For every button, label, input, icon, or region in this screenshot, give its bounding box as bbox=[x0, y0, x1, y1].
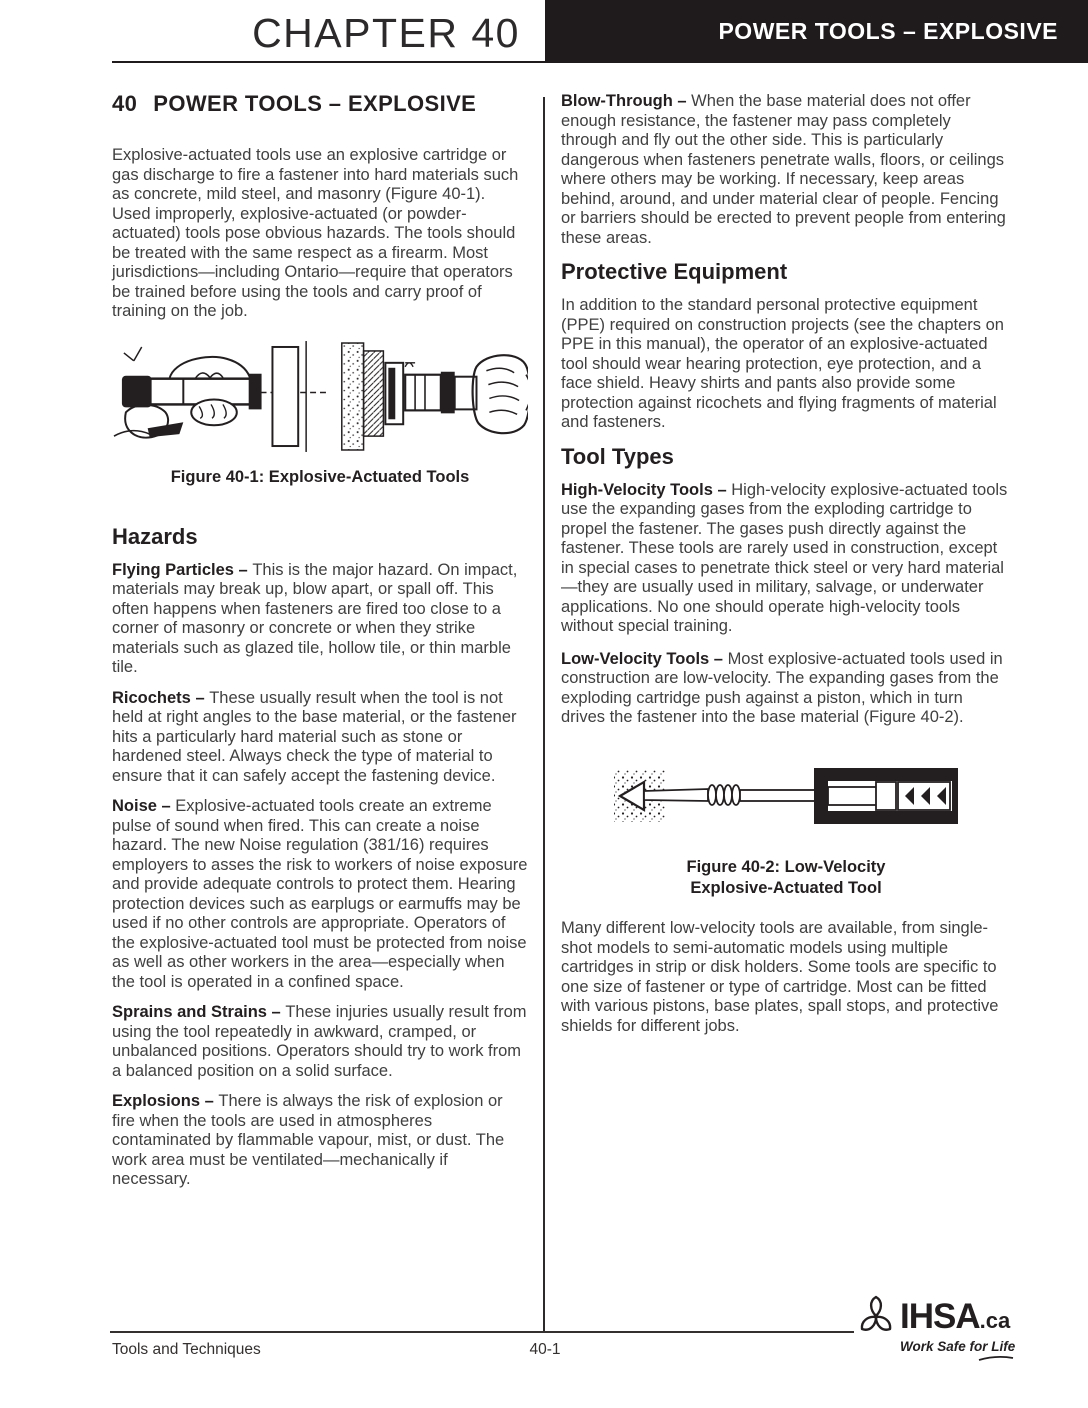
footer-section-name: Tools and Techniques bbox=[112, 1341, 261, 1358]
figure-40-2 bbox=[561, 766, 1011, 900]
tool-type-body: Most explosive-actuated tools used in construction are low-velocity. The expanding gases from the exploding cartridge push against a piston, which in turn drives the fastener into the base material (Figure 40-2). bbox=[561, 649, 1003, 726]
figure-40-2-illustration bbox=[612, 766, 960, 826]
section-title bbox=[112, 92, 528, 116]
tool-type-term: High-Velocity Tools – bbox=[561, 480, 732, 499]
protective-equipment-paragraph: In addition to the standard personal protective equipment (PPE) required on construction projects (see the chapters on PPE in this manual), the operator of an explosive-actuated tool should wear hearing protection, eye protection, and a face shield. Heavy shirts and pants also provide some protection against ricochets and flying fragments of material and fasteners. bbox=[561, 296, 1004, 431]
hazard-term: Noise – bbox=[112, 797, 176, 815]
figure-40-1-caption: Figure 40-1: Explosive-Actuated Tools bbox=[170, 468, 470, 486]
blow-through-paragraph bbox=[561, 92, 1011, 248]
hazard-sprains-strains bbox=[112, 1003, 528, 1081]
logo-tld: .ca bbox=[979, 1307, 1011, 1333]
protective-equipment-heading: Protective Equipment bbox=[561, 259, 788, 284]
chapter-title: CHAPTER 40 bbox=[252, 10, 520, 56]
hazard-body: Explosive-actuated tools create an extreme pulse of sound when fired. This can create a noise hazard. The new Noise regulation (381/16) requires employers to asses the risk to workers of noise exposure and provide adequate controls to protect them. Hearing protection devices such as earplugs or earmuffs may be used if no other controls are appropriate. Operators of the explosive-actuated tool must be protected from noise as well as other workers in the area—especially when the tool is operated in a confined space. bbox=[112, 797, 528, 991]
chapter-banner: POWER TOOLS – EXPLOSIVE bbox=[545, 0, 1088, 63]
low-velocity-paragraph bbox=[561, 650, 1011, 728]
tool-type-term: Low-Velocity Tools – bbox=[561, 649, 728, 668]
hazard-noise bbox=[112, 797, 528, 992]
section-number: 40 bbox=[112, 91, 138, 116]
closing-paragraph: Many different low-velocity tools are available, from single-shot models to semi-automatic models using multiple cartridges in strip or disk holders. Some tools are specific to one size of fastener or type of cartridge. Most can be fitted with various pistons, base plates, spall stops, and protective shields for different jobs. bbox=[561, 919, 999, 1035]
hazard-body: These injuries usually result from using the tool repeatedly in awkward, cramped, or unbalanced positions. Operators should try to work from a balanced position on a solid surface. bbox=[112, 1003, 527, 1080]
figure-40-1-illustration bbox=[112, 341, 528, 453]
hazard-term: Ricochets – bbox=[112, 688, 210, 707]
trillium-icon bbox=[856, 1294, 896, 1338]
hazards-heading: Hazards bbox=[112, 523, 198, 549]
hazard-explosions bbox=[112, 1092, 528, 1190]
hazard-ricochets bbox=[112, 689, 528, 787]
hazard-term: Explosions – bbox=[112, 1092, 219, 1110]
column-divider-rule bbox=[543, 97, 545, 1331]
tool-type-body: High-velocity explosive-actuated tools use the expanding gases from the exploding cartridge to propel the fastener. The gases push directly against the fastener. These tools are rarely used in construction, except in special cases to penetrate thick steel or very hard material—they are usually used in military, salvage, or underwater applications. No one should operate high-velocity tools without special training. bbox=[561, 480, 1008, 635]
left-column bbox=[112, 92, 528, 1201]
hazard-body: This is the major hazard. On impact, materials may break up, blow apart, or spall off. This often happens when fasteners are fired too close to a corner of masonry or concrete or when they strike materials such as glazed tile, hollow tile, or thin marble tile. bbox=[112, 560, 518, 676]
logo-brand: IHSA bbox=[900, 1296, 980, 1336]
figure-40-1 bbox=[112, 333, 528, 488]
figure-40-2-caption-line2: Explosive-Actuated Tool bbox=[690, 879, 882, 897]
hazard-term: Sprains and Strains – bbox=[112, 1003, 286, 1021]
header-rule bbox=[112, 61, 545, 63]
blow-through-term: Blow-Through – bbox=[561, 92, 692, 110]
hazard-body: These usually result when the tool is not held at right angles to the base material, or the fastener hits a particularly hard material such as stone or hardened steel. Always check the type of material to ensure that it can safely accept the fastening device. bbox=[112, 688, 517, 785]
tool-types-heading: Tool Types bbox=[561, 443, 674, 469]
blow-through-body: When the base material does not offer enough resistance, the fastener may pass completely through and fly out the other side. This is particularly dangerous when fasteners penetrate walls, floors, or ceilings where others may be working. If necessary, keep areas behind, around, and under material clear of people. Fencing or barriers should be erected to prevent people from entering these areas. bbox=[561, 92, 1006, 247]
high-velocity-paragraph bbox=[561, 481, 1011, 637]
ihsa-logo bbox=[856, 1294, 1016, 1354]
hazard-term: Flying Particles – bbox=[112, 560, 253, 579]
intro-paragraph: Explosive-actuated tools use an explosive cartridge or gas discharge to fire a fastener into hard materials such as concrete, mild steel, and masonry (Figure 40-1). Used improperly, explosive-actuated (or powder-actuated) tools pose obvious hazards. The tools should be treated with the same respect as a firearm. Most jurisdictions—including Ontario—require that operators be trained before using the tools and carry proof of training on the job. bbox=[112, 146, 519, 320]
footer-rule bbox=[110, 1331, 854, 1333]
hazard-flying-particles bbox=[112, 561, 528, 678]
hazard-body: There is always the risk of explosion or fire when the tools are used in atmospheres contaminated by flammable vapour, mist, or dust. The work area must be ventilated—mechanically if necessary. bbox=[112, 1092, 505, 1188]
swoosh-underline bbox=[978, 1355, 1014, 1362]
logo-tagline: Work Safe for Life bbox=[900, 1339, 1016, 1354]
figure-40-2-caption bbox=[561, 857, 1011, 899]
right-column bbox=[561, 92, 1011, 1047]
footer-page-number: 40-1 bbox=[529, 1341, 561, 1358]
section-title-text: POWER TOOLS – EXPLOSIVE bbox=[153, 91, 477, 116]
figure-40-2-caption-line1: Figure 40-2: Low-Velocity bbox=[686, 858, 886, 876]
